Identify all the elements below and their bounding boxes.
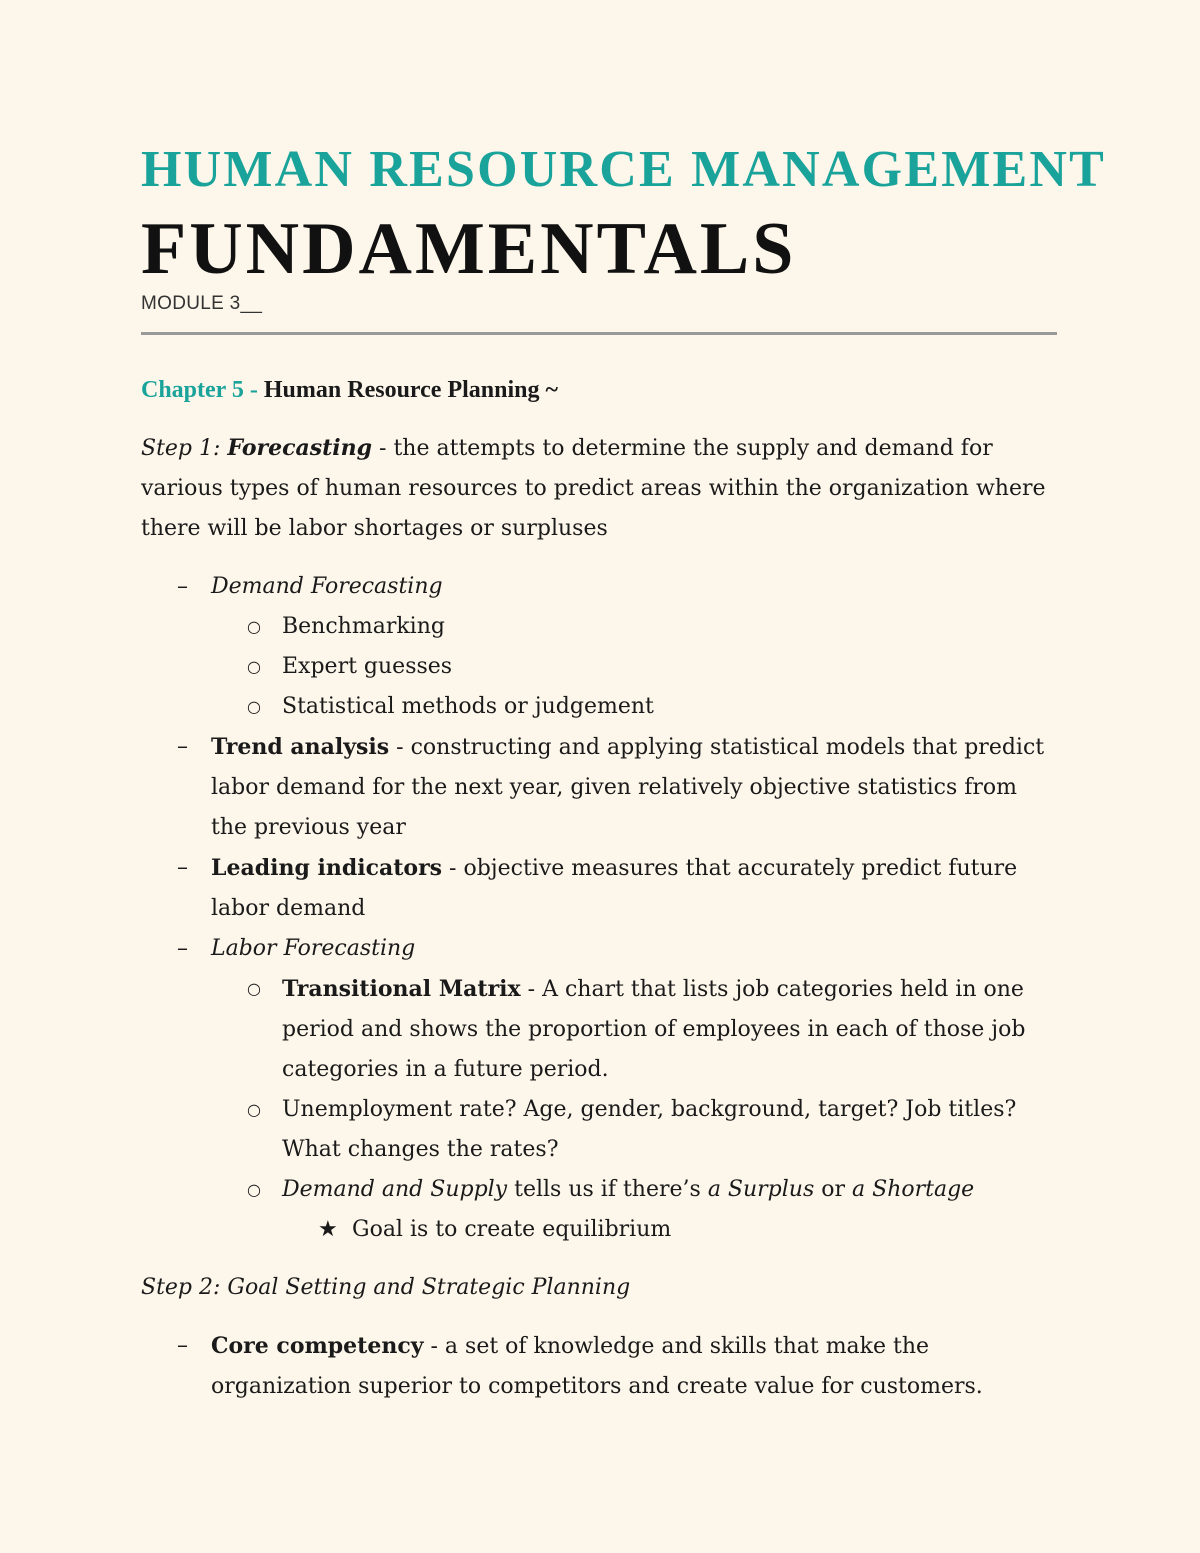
list-item bbox=[141, 1210, 1057, 1250]
demand-supply-text: tells us if there’s bbox=[507, 1177, 708, 1202]
benchmarking-text: Benchmarking bbox=[282, 614, 445, 639]
core-competency-text: - a set of knowledge and skills that make the organization superior to competitors and create value for customers. bbox=[211, 1334, 983, 1399]
title-line-2: FUNDAMENTALS bbox=[141, 208, 797, 290]
expert-guesses-text: Expert guesses bbox=[282, 654, 453, 679]
list-item bbox=[141, 727, 1057, 848]
dash-bullet: – bbox=[177, 734, 188, 759]
list-item bbox=[141, 647, 1057, 687]
list-item bbox=[141, 1170, 1057, 1210]
circle-bullet: ○ bbox=[247, 979, 261, 998]
list-item bbox=[141, 1090, 1057, 1170]
step1-list bbox=[141, 567, 1057, 1250]
core-competency-term: Core competency bbox=[211, 1333, 424, 1359]
surplus-term: a Surplus bbox=[707, 1177, 815, 1202]
title-line-1: HUMAN RESOURCE MANAGEMENT bbox=[141, 141, 1106, 198]
step1-paragraph bbox=[141, 428, 1057, 549]
step2-heading bbox=[141, 1268, 1057, 1308]
dash-bullet: – bbox=[177, 1333, 188, 1358]
star-bullet-icon: ★ bbox=[318, 1217, 338, 1242]
step2-list bbox=[141, 1326, 1057, 1407]
statistical-methods-text: Statistical methods or judgement bbox=[282, 694, 654, 719]
dash-bullet: – bbox=[177, 574, 188, 599]
step1-term: Forecasting bbox=[227, 435, 373, 461]
dash-bullet: – bbox=[177, 936, 188, 961]
circle-bullet: ○ bbox=[247, 1180, 261, 1199]
header-divider bbox=[141, 332, 1057, 335]
chapter-prefix: Chapter 5 - bbox=[141, 377, 258, 403]
list-item bbox=[141, 567, 1057, 607]
trend-analysis-text: - constructing and applying statistical models that predict labor demand for the next year, given relatively objective statistics from the previous year bbox=[211, 735, 1045, 840]
module-label: MODULE 3__ bbox=[141, 293, 263, 314]
list-item bbox=[141, 607, 1057, 647]
step1-label: Step 1: bbox=[141, 436, 221, 461]
step2-label: Step 2: Goal Setting and Strategic Planning bbox=[141, 1275, 631, 1300]
list-item bbox=[141, 929, 1057, 969]
equilibrium-goal-text: Goal is to create equilibrium bbox=[352, 1217, 672, 1242]
list-item bbox=[141, 969, 1057, 1090]
chapter-title: Human Resource Planning ~ bbox=[263, 377, 558, 403]
shortage-term: a Shortage bbox=[852, 1177, 975, 1202]
document-body bbox=[141, 370, 1057, 1407]
demand-supply-term: Demand and Supply bbox=[282, 1177, 508, 1202]
transitional-matrix-term: Transitional Matrix bbox=[282, 976, 521, 1002]
demand-forecasting-label: Demand Forecasting bbox=[211, 574, 443, 599]
labor-forecasting-label: Labor Forecasting bbox=[211, 936, 416, 961]
circle-bullet: ○ bbox=[247, 1100, 261, 1119]
circle-bullet: ○ bbox=[247, 617, 261, 636]
list-item bbox=[141, 1326, 1057, 1407]
leading-indicators-term: Leading indicators bbox=[211, 855, 443, 881]
chapter-heading bbox=[141, 370, 1057, 410]
transitional-matrix-text: - A chart that lists job categories held in one period and shows the proportion of employees in each of those job categories in a future period. bbox=[282, 977, 1026, 1082]
or-text: or bbox=[814, 1177, 853, 1202]
circle-bullet: ○ bbox=[247, 657, 261, 676]
circle-bullet: ○ bbox=[247, 697, 261, 716]
list-item bbox=[141, 848, 1057, 929]
leading-indicators-text: - objective measures that accurately predict future labor demand bbox=[211, 856, 1018, 921]
dash-bullet: – bbox=[177, 855, 188, 880]
trend-analysis-term: Trend analysis bbox=[211, 734, 390, 760]
list-item bbox=[141, 687, 1057, 727]
unemployment-rate-text: Unemployment rate? Age, gender, background, target? Job titles? What changes the rates? bbox=[282, 1097, 1017, 1162]
step1-definition: - the attempts to determine the supply and demand for various types of human resources to predict areas within the organization where there will be labor shortages or surpluses bbox=[141, 436, 1046, 541]
